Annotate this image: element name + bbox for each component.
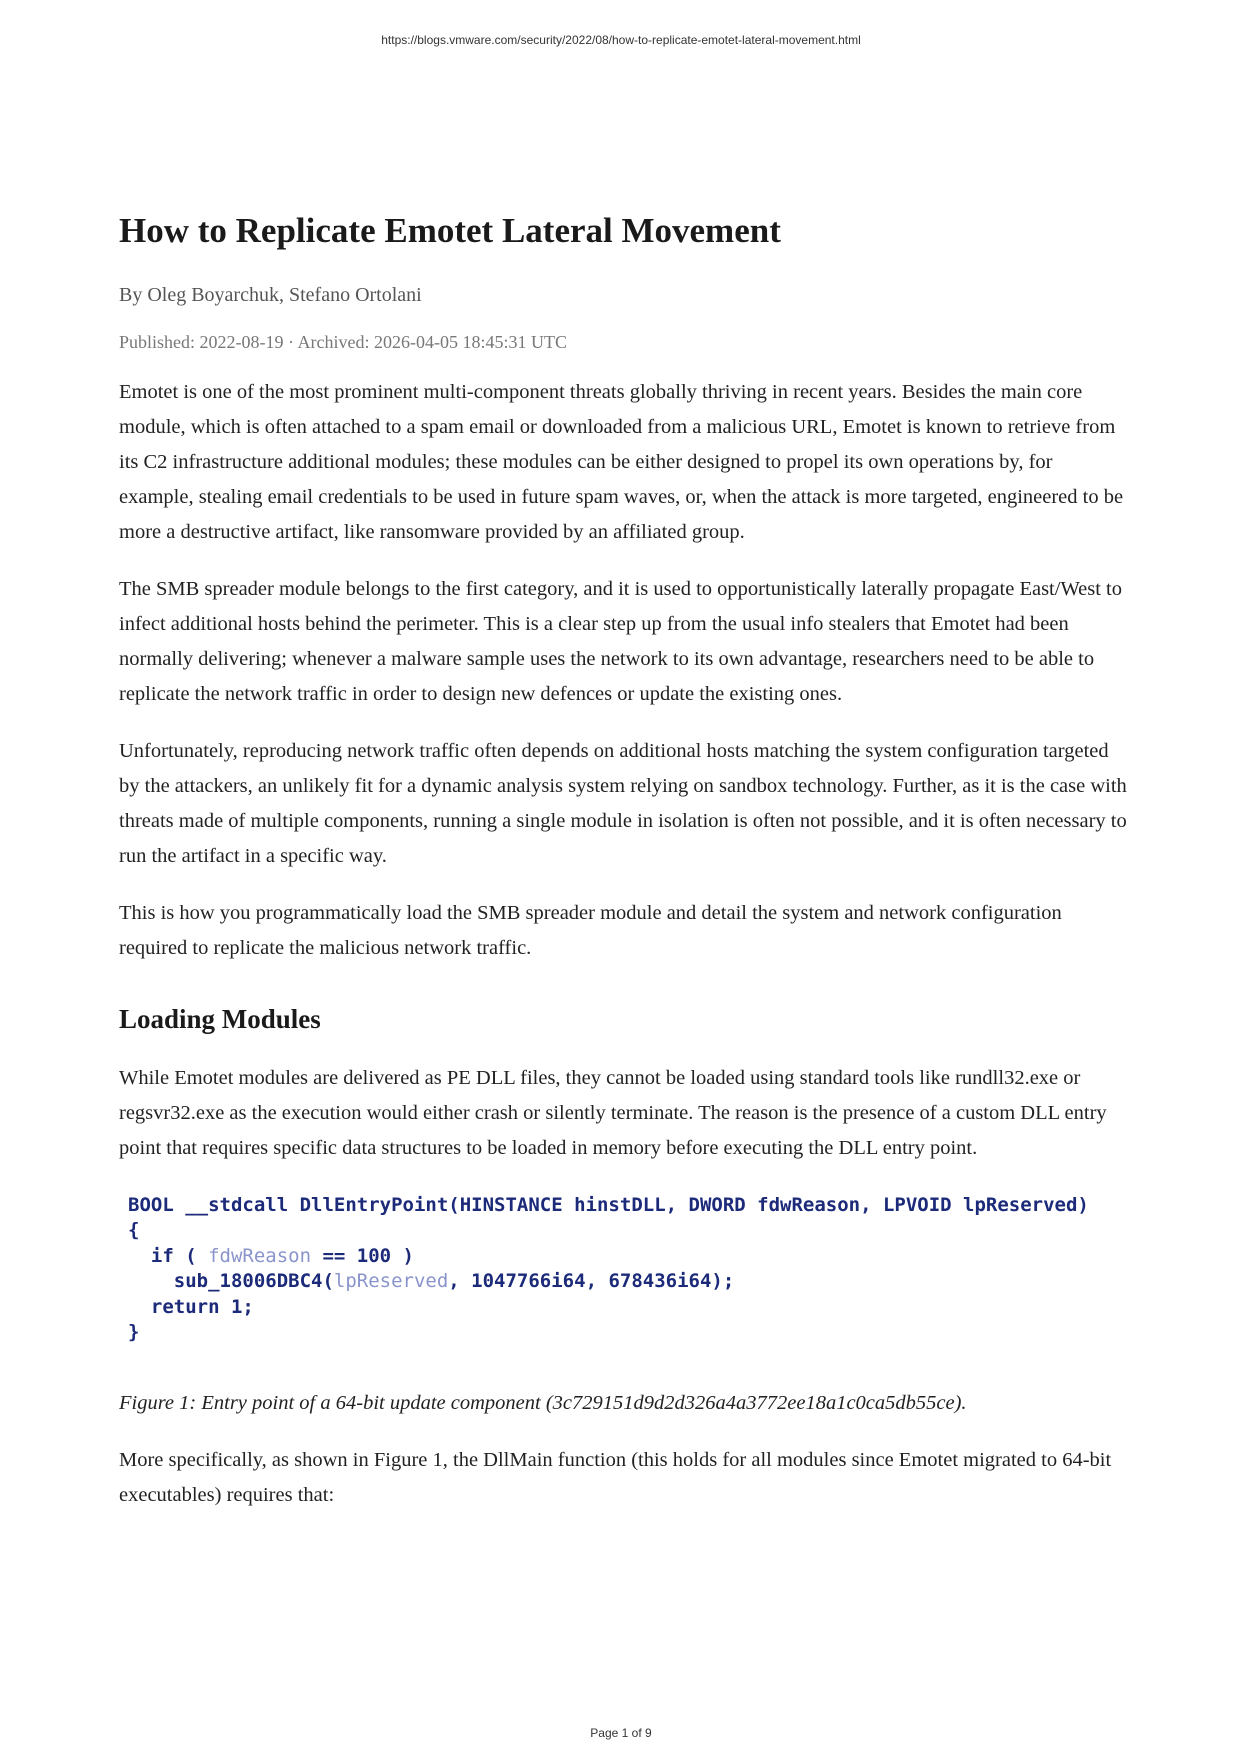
code-line-3 [128,1244,1129,1270]
article [119,210,1129,1513]
paragraph-2: The SMB spreader module belongs to the first category, and it is used to opportunistically laterally propagate East/West to infect additional hosts behind the perimeter. This is a clear step up from the usual info stealers that Emotet had been normally delivering; whenever a malware sample uses the network to its own advantage, researchers need to be able to replicate the network traffic in order to design new defences or update the existing ones. [119,577,1122,705]
code-line-4 [128,1269,1129,1295]
final-paragraph: More specifically, as shown in Figure 1, the DllMain function (this holds for all modules since Emotet migrated to 64-bit executables) requires that: [119,1448,1112,1506]
code-line-1: BOOL __stdcall DllEntryPoint(HINSTANCE hinstDLL, DWORD fdwReason, LPVOID lpReserved) [128,1193,1089,1216]
article-byline: By Oleg Boyarchuk, Stefano Ortolani [119,284,422,306]
code-line-6: } [128,1321,140,1344]
article-title: How to Replicate Emotet Lateral Movement [119,211,781,250]
source-url: https://blogs.vmware.com/security/2022/08/how-to-replicate-emotet-lateral-movement.html [381,33,861,47]
code-variable: lpReserved [333,1270,449,1293]
section-heading: Loading Modules [119,1003,321,1034]
code-call: sub_18006DBC4( [128,1270,334,1293]
article-meta: Published: 2022-08-19 · Archived: 2026-04-05 18:45:31 UTC [119,332,567,352]
figure-caption: Figure 1: Entry point of a 64-bit update component (3c729151d9d2d326a4a3772ee18a1c0ca5db55ce). [119,1391,967,1414]
code-variable: fdwReason [208,1244,312,1267]
code-line-5: return 1; [128,1295,254,1318]
section-paragraph: While Emotet modules are delivered as PE DLL files, they cannot be loaded using standard tools like rundll32.exe or regsvr32.exe as the execution would either crash or silently terminate. The reason is the presence of a custom DLL entry point that requires specific data structures to be loaded in memory before executing the DLL entry point. [119,1066,1107,1159]
code-line-2: { [128,1219,140,1242]
code-keyword: if ( [128,1244,209,1267]
code-expression: == 100 ) [311,1244,414,1267]
code-arguments: , 1047766i64, 678436i64); [448,1270,735,1293]
code-figure [128,1193,1129,1346]
page-number: Page 1 of 9 [590,1726,652,1740]
paragraph-4: This is how you programmatically load the SMB spreader module and detail the system and network configuration required to replicate the malicious network traffic. [119,901,1062,959]
paragraph-3: Unfortunately, reproducing network traffic often depends on additional hosts matching the system configuration targeted by the attackers, an unlikely fit for a dynamic analysis system relying on sandbox technology. Further, as it is the case with threats made of multiple components, running a single module in isolation is often not possible, and it is often necessary to run the artifact in a specific way. [119,739,1127,867]
paragraph-1: Emotet is one of the most prominent multi-component threats globally thriving in recent years. Besides the main core module, which is often attached to a spam email or downloaded from a malicious URL, Emotet is known to retrieve from its C2 infrastructure additional modules; these modules can be either designed to propel its own operations by, for example, stealing email credentials to be used in future spam waves, or, when the attack is more targeted, engineered to be more a destructive artifact, like ransomware provided by an affiliated group. [119,380,1124,543]
